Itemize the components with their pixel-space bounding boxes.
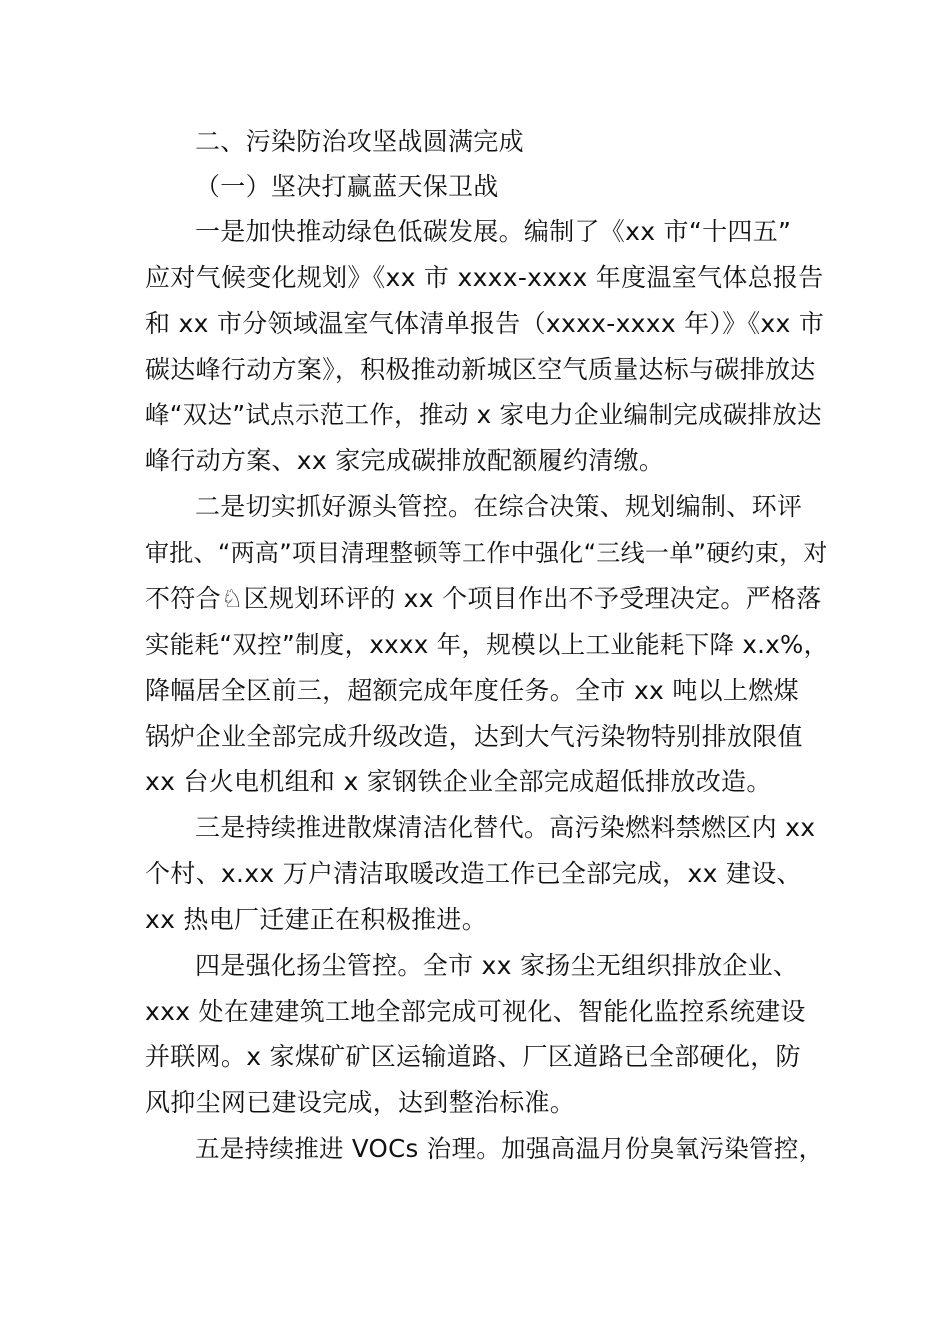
paragraph-line: 不符合♘区规划环评的 xx 个项目作出不予受理决定。严格落 (145, 584, 822, 613)
paragraph-line: 五是持续推进 VOCs 治理。加强高温月份臭氧污染管控， (195, 1134, 824, 1163)
paragraph-line: 并联网。x 家煤矿矿区运输道路、厂区道路已全部硬化，防 (145, 1042, 801, 1071)
paragraph-line: 三是持续推进散煤清洁化替代。高污染燃料禁燃区内 xx (195, 813, 816, 842)
paragraph-line: 和 xx 市分领域温室气体清单报告（xxxx-xxxx 年）》《xx 市 (145, 309, 825, 338)
paragraph-line: 个村、x.xx 万户清洁取暖改造工作已全部完成，xx 建设、 (145, 859, 802, 888)
paragraph-line: 风抑尘网已建设完成，达到整治标准。 (145, 1088, 576, 1117)
paragraph-line: 一是加快推动绿色低碳发展。编制了《xx 市“十四五” (195, 217, 792, 246)
paragraph-line: 二是切实抓好源头管控。在综合决策、规划编制、环评 (195, 492, 803, 521)
paragraph-line: 四是强化扬尘管控。全市 xx 家扬尘无组织排放企业、 (195, 951, 799, 980)
paragraph-line: 实能耗“双控”制度，xxxx 年，规模以上工业能耗下降 x.x%， (145, 630, 829, 659)
paragraph-line: xx 热电厂迁建正在积极推进。 (145, 905, 488, 934)
paragraph-line: 锅炉企业全部完成升级改造，达到大气污染物特别排放限值 (145, 722, 803, 751)
paragraph-line: xx 台火电机组和 x 家钢铁企业全部完成超低排放改造。 (145, 767, 772, 796)
paragraph-line: 碳达峰行动方案》，积极推动新城区空气质量达标与碳排放达 (145, 355, 816, 384)
paragraph-line: 降幅居全区前三，超额完成年度任务。全市 xx 吨以上燃煤 (145, 676, 799, 705)
paragraph-line: 峰“双达”试点示范工作，推动 x 家电力企业编制完成碳排放达 (145, 400, 822, 429)
paragraph-line: 审批、“两高”项目清理整顿等工作中强化“三线一单”硬约束，对 (145, 539, 828, 567)
section-heading: 二、污染防治攻坚战圆满完成 (195, 127, 524, 156)
paragraph-line: xxx 处在建建筑工地全部完成可视化、智能化监控系统建设 (145, 997, 806, 1026)
paragraph-line: 峰行动方案、xx 家完成碳排放配额履约清缴。 (145, 446, 665, 475)
paragraph-line: 应对气候变化规划》《xx 市 xxxx-xxxx 年度温室气体总报告 (145, 263, 824, 292)
subsection-heading: （一）坚决打赢蓝天保卫战 (195, 172, 499, 201)
